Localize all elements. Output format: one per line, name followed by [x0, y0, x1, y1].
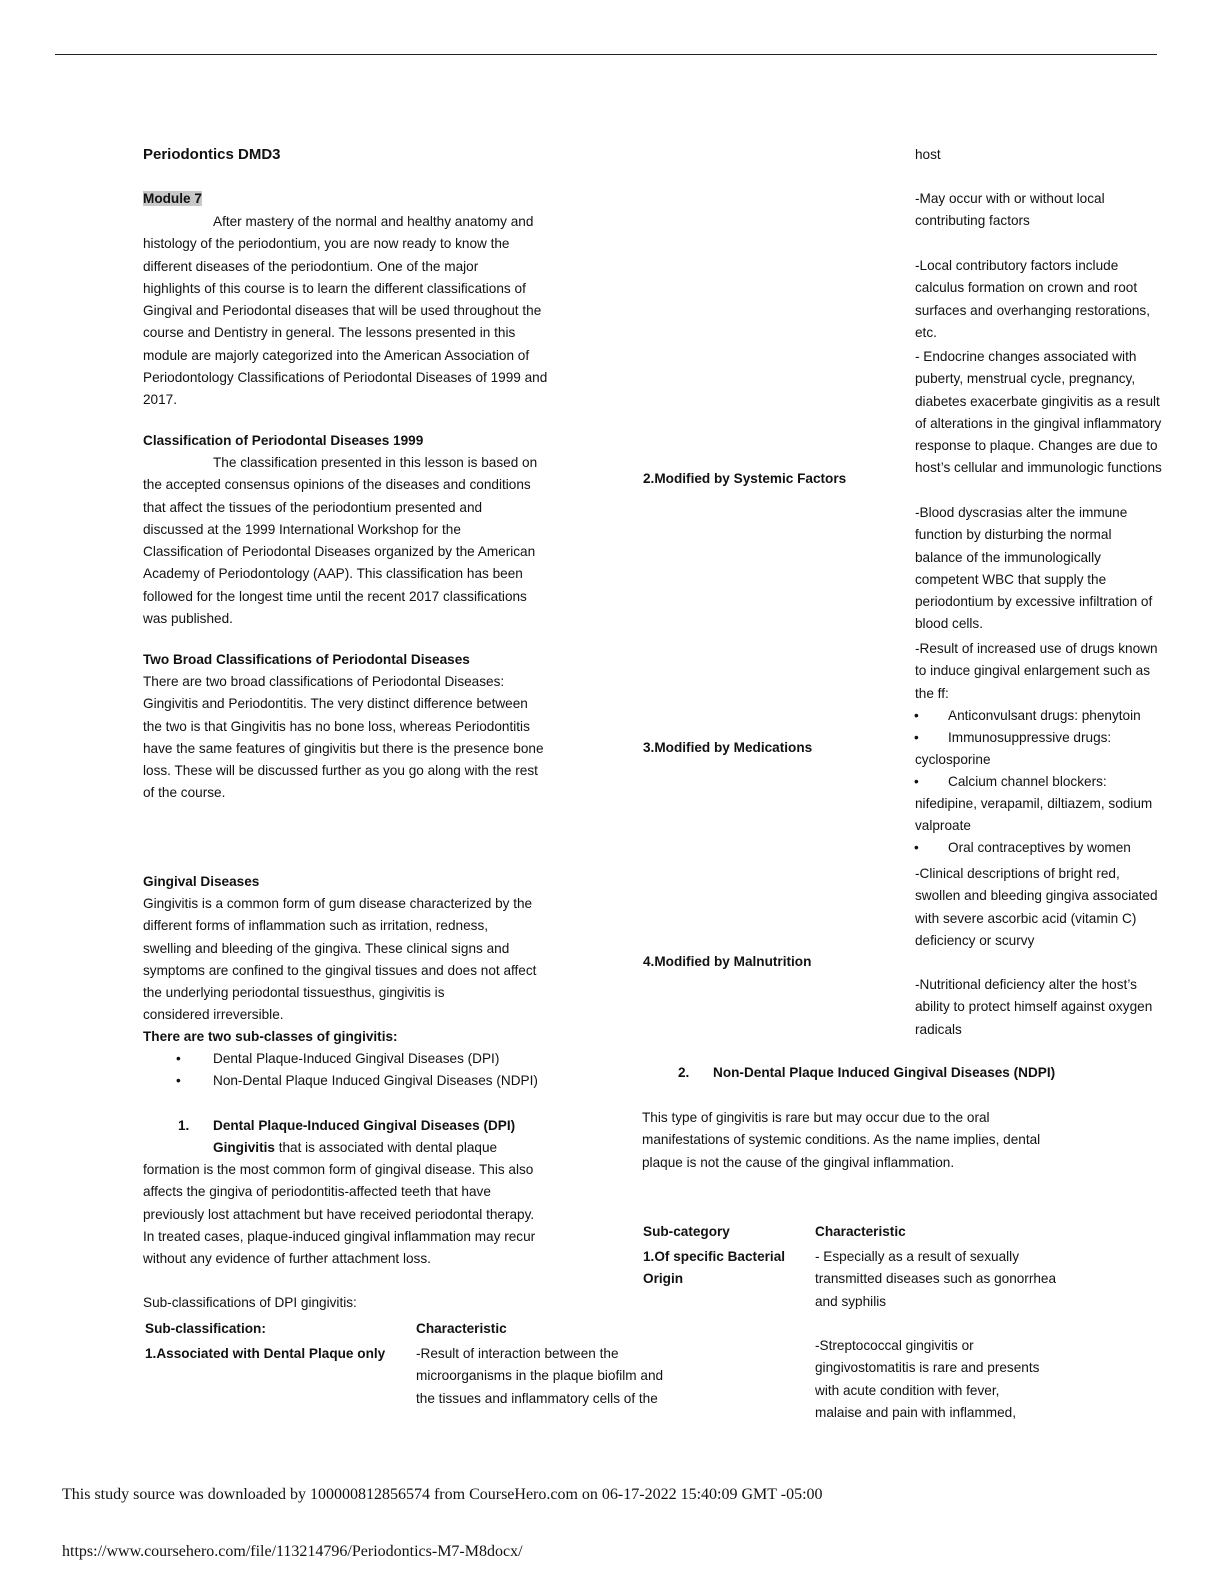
broad-paragraph — [143, 671, 544, 805]
text-line: blood cells. — [915, 616, 984, 632]
text-line: without any evidence of further attachment loss. — [143, 1251, 431, 1267]
text-line: calculus formation on crown and root — [915, 280, 1138, 296]
bullet-icon: • — [914, 730, 919, 745]
table-row-characteristic — [815, 1246, 1056, 1313]
text-line: valproate — [915, 818, 971, 834]
text-line: radicals — [915, 1021, 962, 1037]
text-line: the ff: — [915, 685, 949, 701]
text-line: Gingivitis and Periodontitis. The very distinct difference between — [143, 696, 528, 712]
text-line: 1.Of specific Bacterial — [643, 1249, 786, 1264]
text-line: module are majorly categorized into the American Association of — [143, 347, 530, 363]
text-line: Academy of Periodontology (AAP). This classification has been — [143, 566, 523, 582]
bullet-item: Oral contraceptives by women — [948, 840, 1131, 855]
text-line: formation is the most common form of gingival disease. This also — [143, 1162, 534, 1177]
text-line: course and Dentistry in general. The lessons presented in this — [143, 325, 516, 341]
bullet-item: Non-Dental Plaque Induced Gingival Diseases (NDPI) — [213, 1073, 538, 1088]
table-row-label — [643, 1246, 785, 1291]
text-line: different forms of inflammation such as irritation, redness, — [143, 918, 489, 934]
bullet-wrap: cyclosporine — [915, 752, 991, 767]
text-line: -Nutritional deficiency alter the host’s — [915, 977, 1137, 992]
cont-text — [915, 346, 1162, 480]
text-line: deficiency or scurvy — [915, 932, 1035, 948]
table-header-characteristic: Characteristic — [815, 1224, 906, 1239]
table-header-subcategory: Sub-category — [643, 1224, 730, 1239]
text-line: host’s cellular and immunologic functions — [915, 460, 1162, 476]
text-line: have the same features of gingivitis but there is the presence bone — [143, 740, 544, 756]
class1999-paragraph — [143, 452, 537, 630]
text-line: affects the gingiva of periodontitis-affected teeth that have — [143, 1184, 491, 1200]
dpi-paragraph — [143, 1159, 535, 1270]
text-line: malaise and pain with inflammed, — [815, 1404, 1016, 1420]
text-line: different diseases of the periodontium. One of the major — [143, 258, 479, 274]
text-line: Origin — [643, 1271, 684, 1287]
text-line: discussed at the 1999 International Workshop for the — [143, 521, 461, 537]
class1999-heading: Classification of Periodontal Diseases 1999 — [143, 433, 424, 448]
cont-text — [915, 974, 1152, 1041]
cont-text — [915, 638, 1158, 705]
text-line: - Especially as a result of sexually — [815, 1249, 1019, 1264]
bullet-icon: • — [914, 840, 919, 855]
text-line: host — [915, 147, 941, 162]
text-line: Classification of Periodontal Diseases organized by the American — [143, 544, 536, 560]
text-line: There are two broad classifications of Periodontal Diseases: — [143, 674, 505, 689]
footer-source: This study source was downloaded by 100000812856574 from CourseHero.com on 06-17-2022 15:40:09 GMT -05:00 — [62, 1486, 823, 1503]
dpi-number: 1. — [178, 1118, 190, 1133]
table-header-subclass: Sub-classification: — [145, 1321, 266, 1336]
text-line: -Blood dyscrasias alter the immune — [915, 505, 1128, 520]
table-row-label: 4.Modified by Malnutrition — [643, 954, 812, 969]
bullet-icon: • — [914, 708, 919, 723]
text-line: the tissues and inflammatory cells of the — [416, 1390, 658, 1406]
text-line: microorganisms in the plaque biofilm and — [416, 1368, 664, 1384]
table-header-characteristic: Characteristic — [416, 1321, 507, 1336]
text-line: of alterations in the gingival inflammatory — [915, 415, 1162, 431]
text-line: swelling and bleeding of the gingiva. These clinical signs and — [143, 940, 510, 956]
text-line: transmitted diseases such as gonorrhea — [815, 1271, 1057, 1287]
text-line: periodontium by excessive infiltration of — [915, 594, 1153, 610]
bullet-item: Immunosuppressive drugs: — [948, 730, 1112, 745]
cont-text — [915, 255, 1150, 344]
text-line: contributing factors — [915, 213, 1030, 229]
text-line: plaque is not the cause of the gingival inflammation. — [642, 1154, 955, 1170]
text-line: the two is that Gingivitis has no bone loss, whereas Periodontitis — [143, 718, 530, 734]
text-line: -Clinical descriptions of bright red, — [915, 866, 1120, 881]
text-line: - Endocrine changes associated with — [915, 349, 1137, 364]
text-line: loss. These will be discussed further as you go along with the rest — [143, 763, 538, 779]
text-line: balance of the immunologically — [915, 549, 1101, 565]
text-line: was published. — [143, 611, 233, 627]
dpi-heading: Dental Plaque-Induced Gingival Diseases (DPI) — [213, 1118, 516, 1133]
text-line: nifedipine, verapamil, diltiazem, sodium — [915, 796, 1153, 811]
text-line: -Local contributory factors include — [915, 258, 1119, 273]
text-line: -Result of interaction between the — [416, 1346, 619, 1361]
table-row-characteristic — [416, 1343, 663, 1410]
text-line: -May occur with or without local — [915, 191, 1105, 206]
text-line: Gingival and Periodontal diseases that will be used throughout the — [143, 303, 542, 319]
footer-url[interactable]: https://www.coursehero.com/file/113214796/Periodontics-M7-M8docx/ — [62, 1543, 523, 1560]
ndpi-number: 2. — [678, 1065, 690, 1080]
bullet-icon: • — [176, 1051, 181, 1066]
bullet-icon: • — [914, 774, 919, 789]
text-line: the accepted consensus opinions of the diseases and conditions — [143, 477, 531, 493]
text-line: Gingivitis is a common form of gum disease characterized by the — [143, 896, 533, 911]
text-line: swollen and bleeding gingiva associated — [915, 888, 1158, 904]
text-line: response to plaque. Changes are due to — [915, 438, 1158, 454]
broad-heading: Two Broad Classifications of Periodontal Diseases — [143, 652, 470, 667]
table-row-label: 3.Modified by Medications — [643, 740, 813, 755]
gingival-heading: Gingival Diseases — [143, 874, 260, 889]
text-line: highlights of this course is to learn the different classifications of — [143, 280, 526, 296]
bullet-item: Calcium channel blockers: — [948, 774, 1107, 789]
dpi-lead-rest: that is associated with dental plaque — [274, 1140, 498, 1155]
dpi-lead-bold: Gingivitis — [213, 1140, 275, 1155]
table-row-characteristic — [815, 1335, 1039, 1424]
text-line: puberty, menstrual cycle, pregnancy, — [915, 371, 1136, 387]
text-line: In treated cases, plaque-induced gingival inflammation may recur — [143, 1228, 536, 1244]
cont-text — [915, 502, 1152, 636]
text-line: -Streptococcal gingivitis or — [815, 1338, 974, 1353]
text-line: The classification presented in this lesson is based on — [213, 455, 538, 470]
text-line: Periodontology Classifications of Periodontal Diseases of 1999 and — [143, 370, 548, 386]
text-line: diabetes exacerbate gingivitis as a result — [915, 393, 1160, 409]
gingival-paragraph — [143, 893, 536, 1027]
text-line: gingivostomatitis is rare and presents — [815, 1360, 1040, 1376]
text-line: with acute condition with fever, — [815, 1382, 1000, 1398]
text-line: the underlying periodontal tissuesthus, gingivitis is — [143, 985, 445, 1001]
module-heading: Module 7 — [143, 191, 202, 206]
text-line: with severe ascorbic acid (vitamin C) — [915, 910, 1137, 926]
intro-paragraph — [143, 211, 547, 412]
bullet-item: Anticonvulsant drugs: phenytoin — [948, 708, 1141, 723]
text-line: This type of gingivitis is rare but may occur due to the oral — [642, 1110, 990, 1125]
text-line: ability to protect himself against oxygen — [915, 999, 1153, 1015]
bullet-item: Dental Plaque-Induced Gingival Diseases (DPI) — [213, 1051, 500, 1066]
text-line: competent WBC that supply the — [915, 571, 1107, 587]
subclass-heading: There are two sub-classes of gingivitis: — [143, 1029, 398, 1044]
text-line: considered irreversible. — [143, 1007, 284, 1023]
dpi-subclass-label: Sub-classifications of DPI gingivitis: — [143, 1295, 357, 1310]
document-title: Periodontics DMD3 — [143, 146, 281, 163]
cont-text — [915, 188, 1105, 233]
text-line: histology of the periodontium, you are now ready to know the — [143, 236, 510, 252]
bullet-wrap — [915, 793, 1152, 838]
bullet-icon: • — [176, 1073, 181, 1088]
text-line: symptoms are confined to the gingival tissues and does not affect — [143, 962, 537, 978]
text-line: previously lost attachment but have received periodontal therapy. — [143, 1206, 535, 1222]
text-line: manifestations of systemic conditions. As the name implies, dental — [642, 1132, 1041, 1148]
text-line: surfaces and overhanging restorations, — [915, 302, 1151, 318]
text-line: 2017. — [143, 392, 178, 408]
table-row-label: 2.Modified by Systemic Factors — [643, 471, 847, 486]
ndpi-heading: Non-Dental Plaque Induced Gingival Diseases (NDPI) — [713, 1065, 1056, 1080]
text-line: After mastery of the normal and healthy anatomy and — [213, 214, 534, 229]
text-line: of the course. — [143, 785, 226, 801]
text-line: to induce gingival enlargement such as — [915, 663, 1151, 679]
table-row-label: 1.Associated with Dental Plaque only — [145, 1346, 386, 1361]
text-line: function by disturbing the normal — [915, 527, 1112, 543]
ndpi-paragraph — [642, 1107, 1040, 1174]
cont-text — [915, 144, 941, 166]
text-line: -Result of increased use of drugs known — [915, 641, 1158, 656]
text-line: and syphilis — [815, 1293, 887, 1309]
header-rule — [55, 54, 1157, 55]
dpi-lead — [213, 1137, 497, 1159]
text-line: that affect the tissues of the periodontium presented and — [143, 499, 483, 515]
cont-text — [915, 863, 1158, 952]
text-line: etc. — [915, 324, 937, 340]
text-line: followed for the longest time until the recent 2017 classifications — [143, 588, 527, 604]
